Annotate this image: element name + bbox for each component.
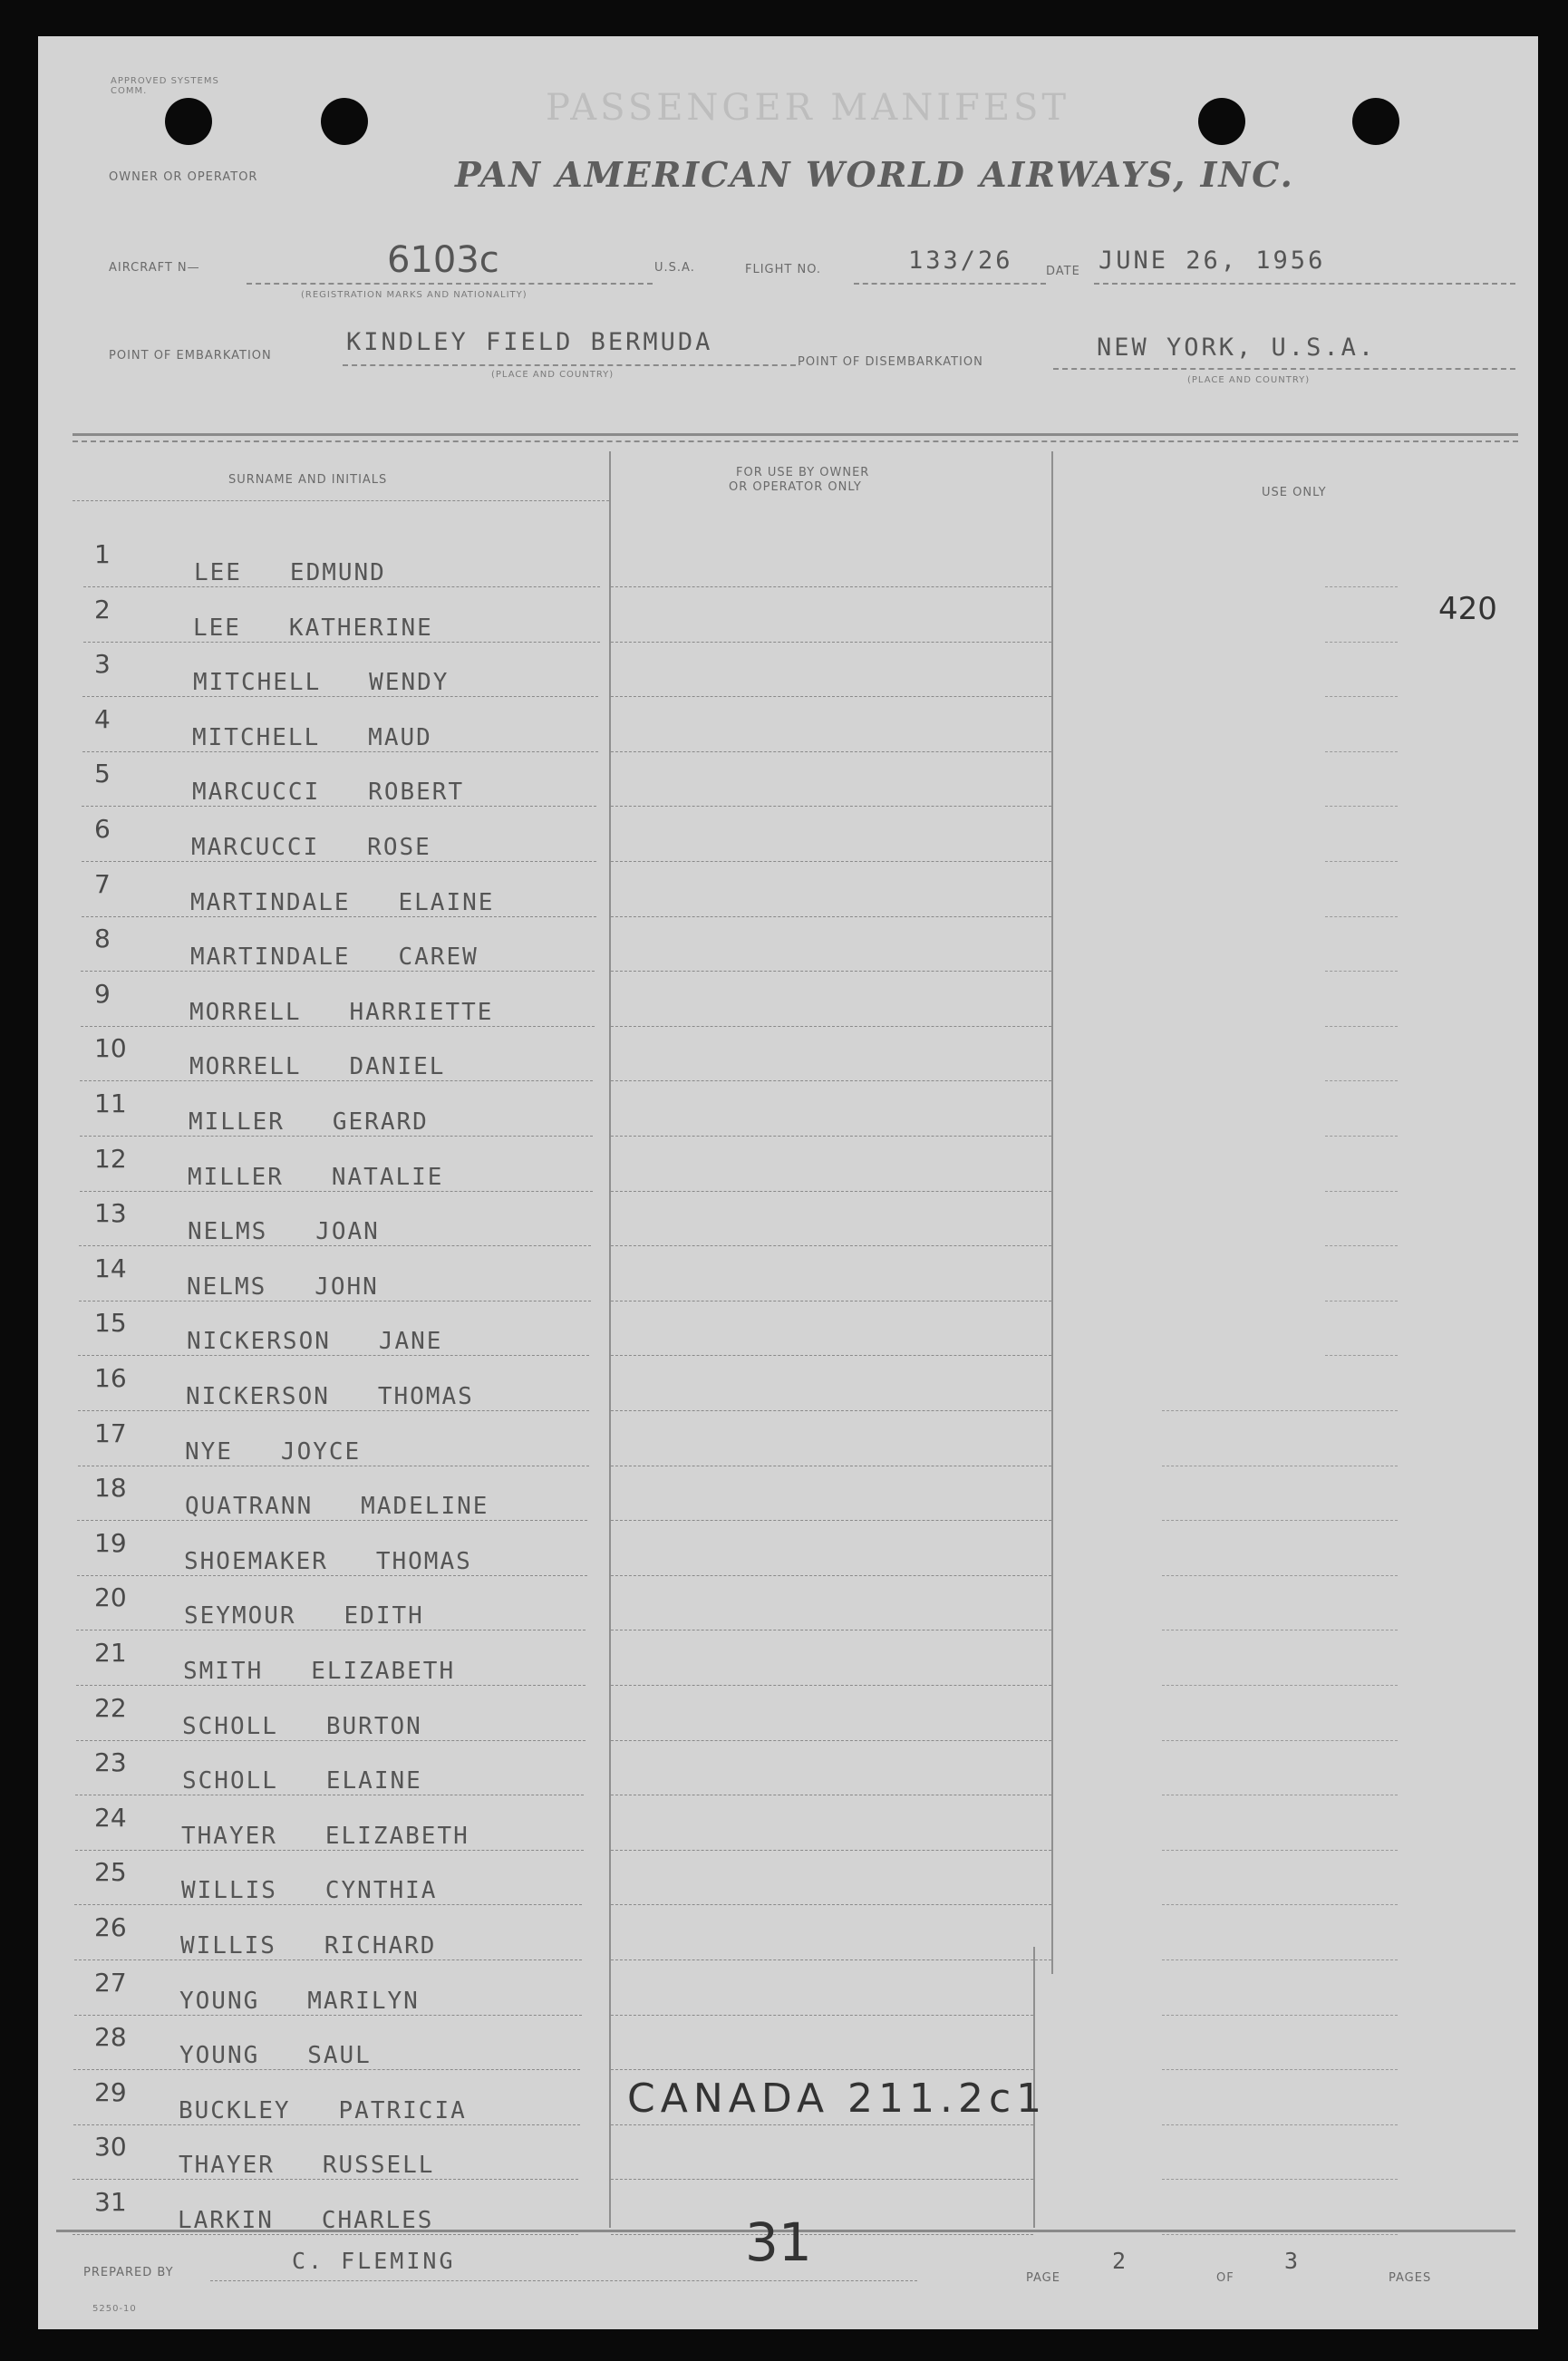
manifest-page	[38, 36, 1538, 2329]
official-underline	[1325, 916, 1398, 917]
row-number: 10	[94, 1033, 127, 1063]
name-underline	[83, 642, 600, 643]
official-underline	[1325, 1136, 1398, 1137]
punch-hole	[1198, 98, 1245, 145]
aircraft-label: AIRCRAFT N—	[109, 261, 200, 275]
name-underline	[81, 971, 595, 972]
date-line	[1094, 283, 1515, 285]
owner-underline	[611, 1685, 1051, 1686]
owner-underline	[611, 2124, 1033, 2125]
table-row	[38, 2077, 1538, 2132]
passenger-name: MITCHELL WENDY	[193, 669, 450, 696]
aircraft-caption: (REGISTRATION MARKS AND NATIONALITY)	[301, 290, 528, 300]
passenger-name: MARCUCCI ROBERT	[192, 779, 465, 806]
date-label: DATE	[1046, 265, 1080, 278]
date-value: JUNE 26, 1956	[1099, 247, 1326, 275]
table-row	[38, 1144, 1538, 1198]
owner-underline	[611, 1026, 1051, 1027]
name-underline	[82, 696, 598, 697]
row-number: 5	[94, 759, 111, 789]
name-underline	[77, 1520, 587, 1521]
official-underline	[1325, 642, 1398, 643]
passenger-name: LEE EDMUND	[194, 559, 386, 586]
table-top-rule	[73, 433, 1518, 436]
owner-underline	[611, 1410, 1051, 1411]
name-underline	[80, 1136, 593, 1137]
owner-underline	[611, 1575, 1051, 1576]
owner-underline	[611, 1740, 1051, 1741]
official-underline	[1162, 1575, 1398, 1576]
name-underline	[76, 1685, 586, 1686]
name-underline	[74, 2015, 582, 2016]
passenger-name: MORRELL HARRIETTE	[189, 999, 494, 1026]
name-underline	[82, 806, 596, 807]
table-row	[38, 1253, 1538, 1308]
name-underline	[82, 861, 596, 862]
table-row	[38, 1198, 1538, 1253]
table-row	[38, 1528, 1538, 1582]
name-underline	[75, 1850, 584, 1851]
table-row	[38, 979, 1538, 1033]
name-underline	[82, 751, 598, 752]
table-row	[38, 1803, 1538, 1857]
pages-label: PAGES	[1389, 2271, 1432, 2285]
name-underline	[81, 1026, 595, 1027]
official-underline	[1162, 1685, 1398, 1686]
passenger-name: MORRELL DANIEL	[189, 1053, 446, 1080]
official-underline	[1325, 1026, 1398, 1027]
official-underline	[1162, 2069, 1398, 2070]
disembarkation-label: POINT OF DISEMBARKATION	[798, 355, 983, 369]
owner-underline	[611, 1850, 1051, 1851]
passenger-name: MILLER NATALIE	[188, 1164, 444, 1191]
table-row	[38, 814, 1538, 868]
row-number: 25	[94, 1857, 127, 1887]
owner-note: CANADA 211.2c1	[627, 2076, 1048, 2122]
owner-underline	[611, 2234, 1033, 2235]
owner-underline	[611, 1959, 1051, 1960]
row-number: 4	[94, 704, 111, 734]
disembarkation-line	[1053, 368, 1515, 370]
official-column-header: USE ONLY	[1262, 486, 1327, 499]
row-number: 29	[94, 2077, 127, 2107]
table-row	[38, 869, 1538, 924]
passenger-name: LEE KATHERINE	[193, 614, 433, 642]
name-underline	[73, 2069, 580, 2070]
row-number: 3	[94, 649, 111, 679]
owner-column-header: FOR USE BY OWNER	[736, 466, 870, 479]
punch-hole	[165, 98, 212, 145]
form-number: 5250-10	[92, 2304, 137, 2314]
passenger-name: NELMS JOHN	[187, 1273, 379, 1301]
row-number: 31	[94, 2187, 127, 2217]
row-number: 19	[94, 1528, 127, 1558]
table-row	[38, 1089, 1538, 1143]
passenger-name: NICKERSON JANE	[187, 1328, 443, 1355]
approval-stamp: APPROVED SYSTEMS COMM.	[111, 76, 219, 96]
name-underline	[80, 1191, 593, 1192]
prepared-by-line	[210, 2280, 917, 2281]
row-number: 28	[94, 2022, 127, 2052]
official-underline	[1162, 1959, 1398, 1960]
name-underline	[76, 1740, 586, 1741]
name-underline	[78, 1355, 589, 1356]
row-number: 6	[94, 814, 111, 844]
table-row	[38, 1747, 1538, 1802]
flight-label: FLIGHT NO.	[745, 263, 822, 276]
row-number: 16	[94, 1363, 127, 1393]
page-value: 2	[1112, 2248, 1129, 2274]
table-row	[38, 539, 1538, 594]
table-row	[38, 1582, 1538, 1637]
official-underline	[1325, 586, 1398, 587]
row-number: 27	[94, 1968, 127, 1998]
passenger-name: YOUNG MARILYN	[179, 1988, 420, 2015]
punch-hole	[321, 98, 368, 145]
table-row	[38, 924, 1538, 978]
passenger-name: NELMS JOAN	[188, 1218, 380, 1245]
official-underline	[1162, 1904, 1398, 1905]
official-underline	[1325, 1080, 1398, 1081]
owner-underline	[611, 642, 1051, 643]
passenger-name: MARCUCCI ROSE	[191, 834, 431, 861]
owner-label: OWNER OR OPERATOR	[109, 170, 258, 184]
passenger-total: 31	[745, 2211, 812, 2273]
passenger-name: NYE JOYCE	[185, 1438, 362, 1466]
punch-hole	[1352, 98, 1399, 145]
passenger-name: MILLER GERARD	[189, 1108, 429, 1136]
official-underline	[1325, 696, 1398, 697]
owner-underline	[611, 1520, 1051, 1521]
margin-note: 420	[1438, 591, 1497, 627]
flight-value: 133/26	[908, 247, 1013, 275]
owner-underline	[611, 1904, 1051, 1905]
official-underline	[1162, 2015, 1398, 2016]
row-number: 12	[94, 1144, 127, 1174]
official-underline	[1325, 971, 1398, 972]
official-underline	[1162, 1740, 1398, 1741]
official-underline	[1162, 1850, 1398, 1851]
passenger-name: MARTINDALE CAREW	[190, 943, 479, 971]
carrier-name: PAN AMERICAN WORLD AIRWAYS, INC.	[455, 154, 1294, 195]
owner-underline	[611, 2179, 1033, 2180]
table-top-rule	[73, 440, 1518, 442]
row-number: 23	[94, 1747, 127, 1777]
disembarkation-value: NEW YORK, U.S.A.	[1097, 334, 1377, 362]
aircraft-value: 6103c	[387, 239, 499, 281]
passenger-name: MITCHELL MAUD	[192, 724, 432, 751]
owner-underline	[611, 861, 1051, 862]
table-row	[38, 1308, 1538, 1362]
embarkation-caption: (PLACE AND COUNTRY)	[491, 370, 615, 380]
row-number: 20	[94, 1582, 127, 1612]
passenger-name: SCHOLL BURTON	[182, 1713, 422, 1740]
table-row	[38, 1363, 1538, 1418]
row-number: 30	[94, 2132, 127, 2162]
official-underline	[1325, 1355, 1398, 1356]
name-underline	[73, 2179, 578, 2180]
row-number: 15	[94, 1308, 127, 1338]
table-row	[38, 1968, 1538, 2022]
name-underline	[82, 916, 596, 917]
table-row	[38, 1473, 1538, 1527]
prepared-by-label: PREPARED BY	[83, 2266, 174, 2279]
table-row	[38, 1638, 1538, 1692]
official-underline	[1325, 751, 1398, 752]
passenger-name: SEYMOUR EDITH	[184, 1602, 424, 1630]
table-row	[38, 595, 1538, 649]
row-number: 9	[94, 979, 111, 1009]
row-number: 7	[94, 869, 111, 899]
table-row	[38, 649, 1538, 703]
passenger-name: SHOEMAKER THOMAS	[184, 1548, 472, 1575]
row-number: 8	[94, 924, 111, 953]
name-underline	[77, 1575, 587, 1576]
owner-underline	[611, 971, 1051, 972]
owner-underline	[611, 1136, 1051, 1137]
name-underline	[74, 1959, 582, 1960]
aircraft-line	[247, 283, 653, 285]
passenger-name: WILLIS CYNTHIA	[181, 1877, 438, 1904]
row-number: 22	[94, 1693, 127, 1723]
row-number: 2	[94, 595, 111, 624]
owner-underline	[611, 586, 1051, 587]
row-number: 26	[94, 1912, 127, 1942]
row-number: 13	[94, 1198, 127, 1228]
table-row	[38, 1857, 1538, 1911]
name-underline	[74, 1904, 582, 1905]
row-number: 1	[94, 539, 111, 569]
table-row	[38, 704, 1538, 759]
official-underline	[1162, 1520, 1398, 1521]
row-number: 24	[94, 1803, 127, 1833]
table-row	[38, 1912, 1538, 1967]
row-number: 17	[94, 1418, 127, 1448]
owner-column-header: OR OPERATOR ONLY	[729, 480, 862, 494]
table-row	[38, 759, 1538, 813]
table-row	[38, 2022, 1538, 2076]
owner-underline	[611, 1191, 1051, 1192]
owner-underline	[611, 696, 1051, 697]
row-number: 18	[94, 1473, 127, 1503]
owner-underline	[611, 916, 1051, 917]
usa-label: U.S.A.	[654, 261, 695, 275]
pages-value: 3	[1284, 2248, 1302, 2274]
official-underline	[1162, 1410, 1398, 1411]
passenger-name: YOUNG SAUL	[179, 2042, 372, 2069]
disembarkation-caption: (PLACE AND COUNTRY)	[1187, 375, 1311, 385]
row-number: 21	[94, 1638, 127, 1668]
names-column-header: SURNAME AND INITIALS	[228, 473, 388, 487]
owner-underline	[611, 1080, 1051, 1081]
flight-line	[854, 283, 1046, 285]
official-underline	[1162, 2124, 1398, 2125]
official-underline	[1162, 2234, 1398, 2235]
passenger-name: THAYER RUSSELL	[179, 2152, 435, 2179]
official-underline	[1325, 1245, 1398, 1246]
header-rule	[73, 500, 609, 501]
row-number: 14	[94, 1253, 127, 1283]
passenger-name: MARTINDALE ELAINE	[190, 889, 495, 916]
embarkation-value: KINDLEY FIELD BERMUDA	[346, 328, 713, 356]
name-underline	[78, 1410, 589, 1411]
official-underline	[1162, 2179, 1398, 2180]
form-title: PASSENGER MANIFEST	[546, 87, 1070, 129]
owner-underline	[611, 2069, 1033, 2070]
official-underline	[1325, 861, 1398, 862]
table-row	[38, 2132, 1538, 2186]
passenger-name: LARKIN CHARLES	[178, 2207, 434, 2234]
table-row	[38, 1693, 1538, 1747]
owner-underline	[611, 1355, 1051, 1356]
passenger-name: WILLIS RICHARD	[180, 1932, 437, 1959]
owner-underline	[611, 1245, 1051, 1246]
passenger-name: THAYER ELIZABETH	[181, 1823, 469, 1850]
official-underline	[1325, 806, 1398, 807]
embarkation-label: POINT OF EMBARKATION	[109, 349, 272, 363]
page-label: PAGE	[1026, 2271, 1060, 2285]
of-label: OF	[1216, 2271, 1234, 2285]
table-row	[38, 1418, 1538, 1473]
table-row	[38, 1033, 1538, 1088]
name-underline	[73, 2234, 578, 2235]
official-underline	[1325, 1191, 1398, 1192]
passenger-name: SCHOLL ELAINE	[182, 1767, 422, 1795]
owner-underline	[611, 806, 1051, 807]
passenger-name: BUCKLEY PATRICIA	[179, 2097, 467, 2124]
name-underline	[79, 1245, 591, 1246]
passenger-name: SMITH ELIZABETH	[183, 1658, 456, 1685]
owner-underline	[611, 751, 1051, 752]
name-underline	[80, 1080, 593, 1081]
owner-underline	[611, 2015, 1033, 2016]
name-underline	[73, 2124, 580, 2125]
passenger-name: NICKERSON THOMAS	[186, 1383, 474, 1410]
row-number: 11	[94, 1089, 127, 1118]
name-underline	[83, 586, 600, 587]
prepared-by-value: C. FLEMING	[292, 2248, 456, 2274]
embarkation-line	[343, 364, 796, 366]
passenger-name: QUATRANN MADELINE	[185, 1493, 489, 1520]
